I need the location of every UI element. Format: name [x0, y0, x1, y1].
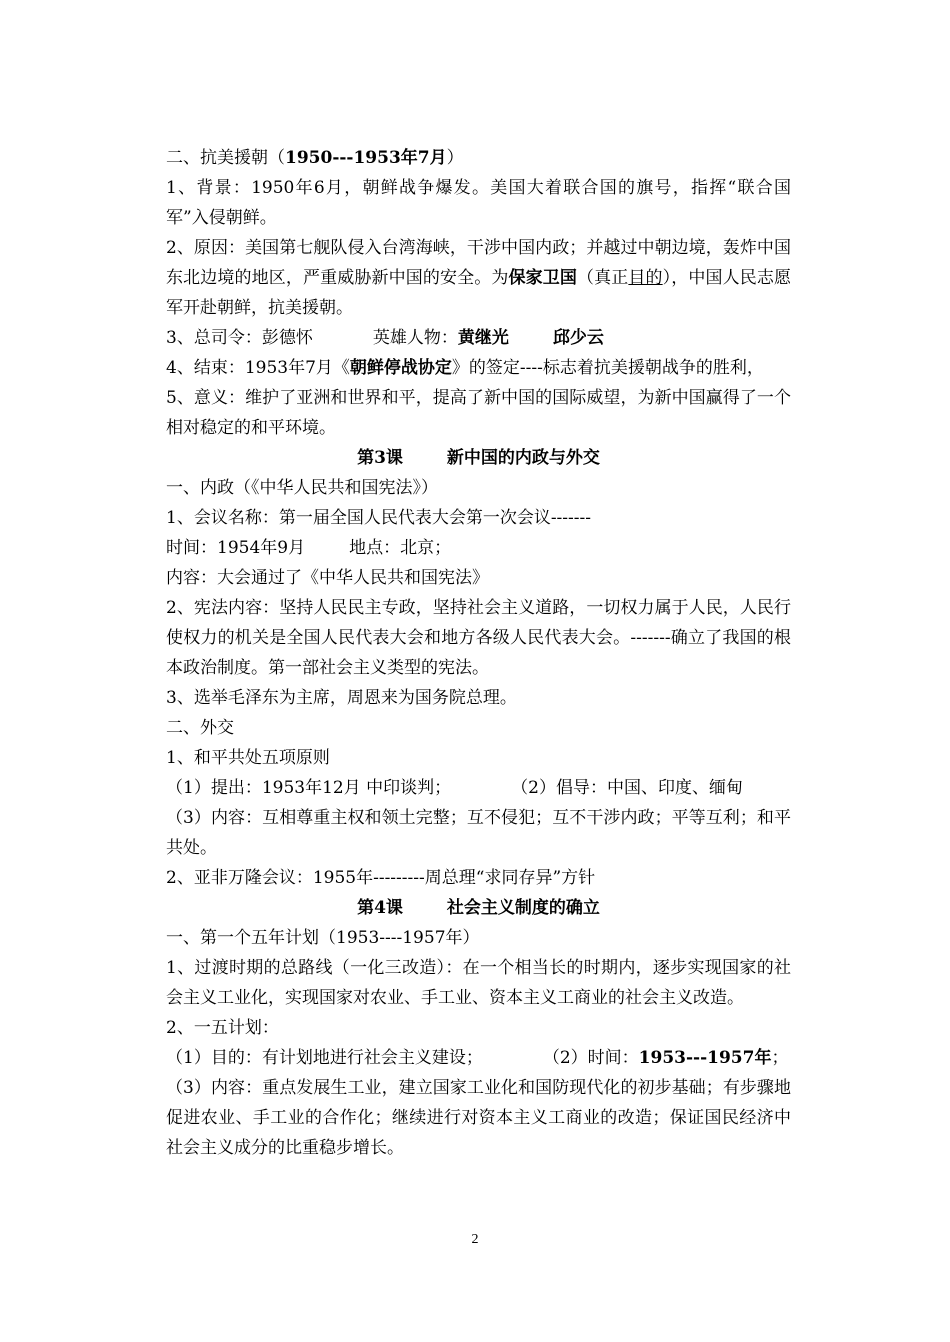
paragraph-end — [166, 353, 791, 383]
subheading-five-year-plan: 一、第一个五年计划（1953----1957年） — [166, 928, 480, 948]
hero-2: 邱少云 — [552, 328, 604, 348]
heading-suffix: ） — [446, 148, 464, 168]
paragraph-content: 内容：大会通过了《中华人民共和国宪法》 — [166, 568, 489, 588]
heading-dates: 1950---1953年7月 — [285, 148, 447, 168]
armistice-title: 朝鲜停战协定 — [349, 358, 452, 378]
paragraph-background: 1、背景：1950年6月，朝鲜战争爆发。美国大着联合国的旗号，指挥“联合国军”入侵朝鲜。 — [166, 178, 791, 228]
section-heading-kangmei — [166, 143, 791, 173]
paragraph-meeting: 1、会议名称：第一届全国人民代表大会第一次会议------- — [166, 508, 592, 528]
paragraph-meaning: 5、意义：维护了亚洲和世界和平，提高了新中国的国际威望，为新中国赢得了一个相对稳定的和平环境。 — [166, 388, 791, 438]
end-text-2: 》的签定----标志着抗美援朝战争的胜利， — [451, 358, 764, 378]
paragraph-general-line: 1、过渡时期的总路线（一化三改造）：在一个相当长的时期内，逐步实现国家的社会主义工业化，实现国家对农业、手工业、资本主义工商业的社会主义改造。 — [166, 958, 791, 1008]
reason-text-2: （真正 — [577, 268, 629, 288]
subheading-diplomacy: 二、外交 — [166, 718, 234, 738]
page-content — [166, 143, 791, 1163]
commander-text: 3、总司令：彭德怀 — [166, 328, 313, 348]
lesson-name: 新中国的内政与外交 — [446, 448, 600, 468]
paragraph-time-place — [166, 533, 791, 563]
subheading-domestic: 一、内政（《中华人民共和国宪法》） — [166, 478, 438, 498]
meeting-place: 地点：北京； — [349, 538, 452, 558]
lesson-name: 社会主义制度的确立 — [446, 898, 600, 918]
lesson-4-title — [166, 893, 791, 923]
paragraph-election: 3、选举毛泽东为主席，周恩来为国务院总理。 — [166, 688, 517, 708]
end-text: 4、结束：1953年7月《 — [166, 358, 350, 378]
paragraph-propose — [166, 773, 791, 803]
heading-text: 二、抗美援朝（ — [166, 148, 285, 168]
reason-keyword: 保家卫国 — [508, 268, 577, 288]
paragraph-commander — [166, 323, 791, 353]
hero-1: 黄继光 — [457, 328, 509, 348]
paragraph-constitution: 2、宪法内容：坚持人民民主专政，坚持社会主义道路，一切权力属于人民，人民行使权力的机关是全国人民代表大会和地方各级人民代表大会。-------确立了我国的根本政治制度。第一部社会主义类型的宪法。 — [166, 598, 791, 678]
lesson-3-title — [166, 443, 791, 473]
lesson-number: 第3课 — [357, 448, 403, 468]
goal-text: （1）目的：有计划地进行社会主义建设； — [166, 1048, 483, 1068]
reason-text-3: ），中国人民志愿军开赴朝鲜，抗美援朝。 — [166, 268, 791, 318]
meeting-time: 时间：1954年9月 — [166, 538, 306, 558]
time-years: 1953---1957年 — [638, 1048, 772, 1068]
hero-label: 英雄人物： — [372, 328, 458, 348]
time-end: ； — [771, 1048, 789, 1068]
advocate-text: （2）倡导：中国、印度、缅甸 — [511, 778, 743, 798]
propose-text: （1）提出：1953年12月 中印谈判； — [166, 778, 452, 798]
paragraph-plan: 2、一五计划： — [166, 1018, 279, 1038]
paragraph-reason — [166, 233, 791, 323]
paragraph-goal-time — [166, 1043, 791, 1073]
paragraph-bandung: 2、亚非万隆会议：1955年---------周总理“求同存异”方针 — [166, 868, 596, 888]
page-number: 2 — [471, 1232, 479, 1247]
lesson-number: 第4课 — [357, 898, 403, 918]
paragraph-principles: （3）内容：互相尊重主权和领土完整；互不侵犯；互不干涉内政；平等互利；和平共处。 — [166, 808, 791, 858]
reason-text: 2、原因：美国第七舰队侵入台湾海峡，干涉中国内政；并越过中朝边境，轰炸中国东北边境的地区，严重威胁新中国的安全。为 — [166, 238, 791, 288]
reason-underlined: 目的 — [628, 268, 663, 288]
time-label: （2）时间： — [542, 1048, 639, 1068]
paragraph-five-principles: 1、和平共处五项原则 — [166, 748, 330, 768]
paragraph-plan-content: （3）内容：重点发展生工业，建立国家工业化和国防现代化的初步基础；有步骤地促进农业、手工业的合作化；继续进行对资本主义工商业的改造；保证国民经济中社会主义成分的比重稳步增长。 — [166, 1078, 791, 1158]
